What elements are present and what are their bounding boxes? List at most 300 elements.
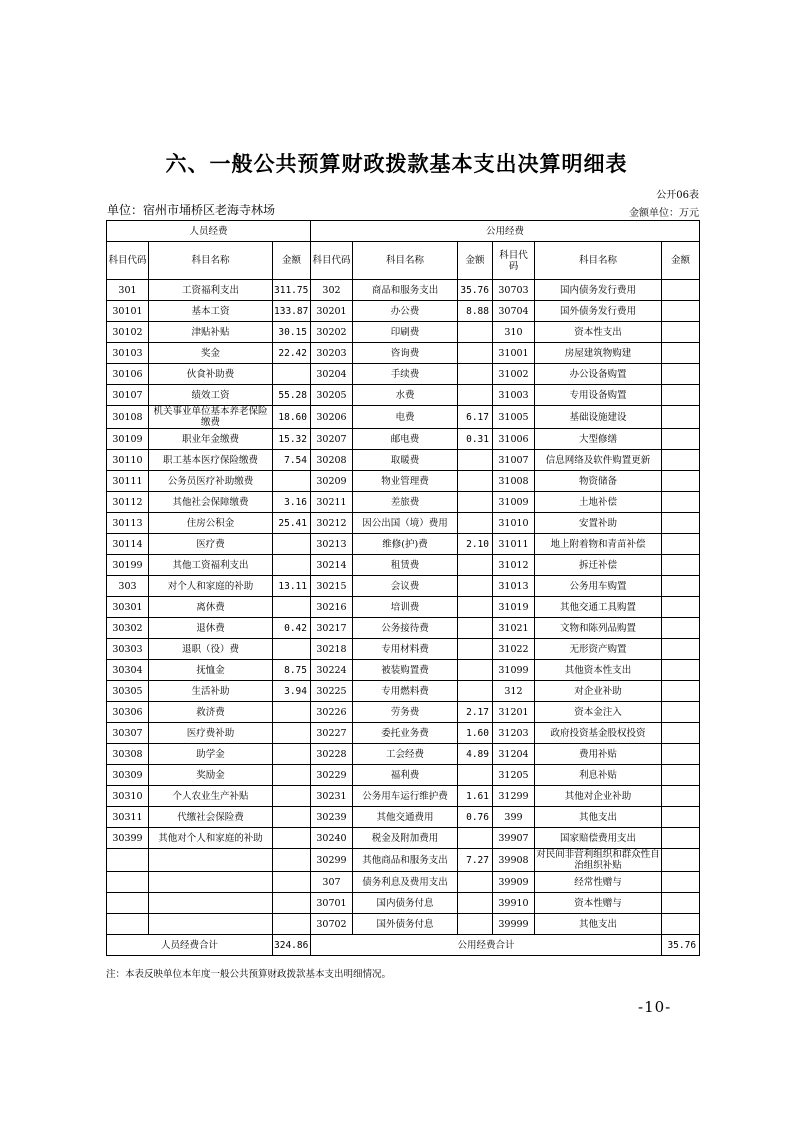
cell-name: 其他支出	[535, 807, 662, 828]
table-row	[107, 513, 700, 534]
cell-amount	[273, 786, 311, 807]
col-header-code: 科目代码	[493, 242, 535, 280]
cell-name: 国内债务付息	[353, 893, 458, 914]
cell-name: 对民间非营利组织和群众性自治组织补贴	[536, 849, 660, 871]
cell-code: 39908	[493, 849, 535, 872]
cell-amount	[458, 765, 493, 786]
cell-code: 30107	[107, 385, 149, 406]
cell-code: 30109	[107, 429, 149, 450]
table-row	[107, 660, 700, 681]
cell-amount: 8.75	[273, 660, 311, 681]
cell-code: 30204	[311, 364, 353, 385]
cell-name: 住房公积金	[149, 513, 273, 534]
table-row	[107, 914, 700, 935]
cell-code: 30215	[311, 576, 353, 597]
cell-code: 30239	[311, 807, 353, 828]
cell-name: 离休费	[149, 597, 273, 618]
table-row	[107, 765, 700, 786]
cell-code: 312	[493, 681, 535, 702]
cell-name: 专用燃料费	[353, 681, 458, 702]
cell-code: 30101	[107, 301, 149, 322]
cell-code: 30226	[311, 702, 353, 723]
cell-name: 取暖费	[353, 450, 458, 471]
cell-amount	[662, 660, 700, 681]
cell-name	[149, 849, 273, 872]
cell-amount	[458, 660, 493, 681]
cell-code: 30303	[107, 639, 149, 660]
cell-name: 对企业补助	[535, 681, 662, 702]
cell-code: 30201	[311, 301, 353, 322]
table-row	[107, 450, 700, 471]
page-number: -10-	[638, 998, 672, 1016]
cell-name: 国家赔偿费用支出	[535, 828, 662, 849]
cell-name: 税金及附加费用	[353, 828, 458, 849]
cell-code: 31002	[493, 364, 535, 385]
cell-name: 文物和陈列品购置	[535, 618, 662, 639]
cell-name: 职业年金缴费	[149, 429, 273, 450]
table-row	[107, 828, 700, 849]
form-number: 公开06表	[656, 190, 699, 201]
cell-code: 307	[311, 872, 353, 893]
cell-amount	[662, 702, 700, 723]
table-row	[107, 849, 700, 872]
table-row	[107, 744, 700, 765]
table-row	[107, 639, 700, 660]
table-row	[107, 322, 700, 343]
cell-amount	[273, 914, 311, 935]
cell-amount	[273, 849, 311, 872]
cell-name: 救济费	[149, 702, 273, 723]
cell-amount	[458, 450, 493, 471]
group-header-personnel: 人员经费	[107, 221, 311, 242]
cell-amount	[662, 893, 700, 914]
cell-amount	[273, 828, 311, 849]
cell-code: 31299	[493, 786, 535, 807]
cell-name: 手续费	[353, 364, 458, 385]
cell-code: 39910	[493, 893, 535, 914]
cell-code: 30309	[107, 765, 149, 786]
cell-amount	[662, 555, 700, 576]
cell-code: 30217	[311, 618, 353, 639]
cell-code: 30202	[311, 322, 353, 343]
cell-name: 国外债务付息	[353, 914, 458, 935]
cell-amount	[662, 786, 700, 807]
cell-name: 基本工资	[149, 301, 273, 322]
cell-amount	[662, 301, 700, 322]
cell-name: 会议费	[353, 576, 458, 597]
cell-amount	[458, 914, 493, 935]
cell-code: 30240	[311, 828, 353, 849]
cell-amount	[458, 828, 493, 849]
cell-amount	[458, 471, 493, 492]
cell-code: 30301	[107, 597, 149, 618]
cell-code: 31007	[493, 450, 535, 471]
cell-amount	[662, 364, 700, 385]
col-header-amount: 金额	[458, 242, 493, 280]
cell-amount	[662, 385, 700, 406]
unit-label: 单位：宿州市埇桥区老海寺林场	[107, 203, 276, 217]
cell-amount	[662, 765, 700, 786]
cell-amount	[662, 513, 700, 534]
cell-name: 资本性赠与	[535, 893, 662, 914]
cell-name: 公务接待费	[353, 618, 458, 639]
cell-name: 代缴社会保险费	[149, 807, 273, 828]
cell-amount: 15.32	[273, 429, 311, 450]
cell-name: 其他资本性支出	[535, 660, 662, 681]
cell-name: 培训费	[353, 597, 458, 618]
cell-amount	[662, 914, 700, 935]
cell-amount	[273, 807, 311, 828]
cell-code: 30208	[311, 450, 353, 471]
cell-amount: 13.11	[273, 576, 311, 597]
cell-name: 其他对个人和家庭的补助	[149, 828, 273, 849]
cell-name: 津贴补贴	[149, 322, 273, 343]
cell-code: 31013	[493, 576, 535, 597]
col-header-amount: 金额	[662, 242, 700, 280]
cell-name	[149, 893, 273, 914]
cell-code: 30199	[107, 555, 149, 576]
cell-name: 租赁费	[353, 555, 458, 576]
cell-name: 奖金	[149, 343, 273, 364]
cell-name: 机关事业单位基本养老保险缴费	[149, 406, 273, 429]
table-row	[107, 492, 700, 513]
cell-name: 其他支出	[535, 914, 662, 935]
cell-amount	[662, 280, 700, 301]
cell-code: 31022	[493, 639, 535, 660]
cell-amount	[662, 681, 700, 702]
cell-amount	[458, 364, 493, 385]
cell-name: 其他交通费用	[353, 807, 458, 828]
cell-code: 30305	[107, 681, 149, 702]
cell-code: 30701	[311, 893, 353, 914]
cell-name: 国内债务发行费用	[535, 280, 662, 301]
cell-name: 助学金	[149, 744, 273, 765]
table-row	[107, 534, 700, 555]
col-header-amount: 金额	[273, 242, 311, 280]
table-row	[107, 702, 700, 723]
cell-code: 30224	[311, 660, 353, 681]
cell-name: 绩效工资	[149, 385, 273, 406]
cell-code: 30299	[311, 849, 353, 872]
cell-code: 31203	[493, 723, 535, 744]
cell-amount	[458, 618, 493, 639]
table-row	[107, 576, 700, 597]
cell-amount	[273, 765, 311, 786]
cell-name: 委托业务费	[353, 723, 458, 744]
col-header-code: 科目代码	[107, 242, 149, 280]
totals-row	[107, 935, 700, 956]
table-row	[107, 343, 700, 364]
group-header-public: 公用经费	[311, 221, 700, 242]
table-row	[107, 597, 700, 618]
table-row	[107, 723, 700, 744]
cell-amount	[458, 639, 493, 660]
cell-name: 公务用车购置	[535, 576, 662, 597]
cell-code: 31021	[493, 618, 535, 639]
cell-name: 房屋建筑物购建	[535, 343, 662, 364]
cell-amount	[273, 702, 311, 723]
cell-code: 301	[107, 280, 149, 301]
cell-amount	[458, 555, 493, 576]
cell-name: 资本性支出	[535, 322, 662, 343]
cell-name: 地上附着物和青苗补偿	[535, 534, 662, 555]
cell-code: 30702	[311, 914, 353, 935]
cell-amount: 22.42	[273, 343, 311, 364]
personnel-total-label: 人员经费合计	[107, 935, 273, 956]
column-header-row	[107, 242, 700, 280]
cell-code: 30703	[493, 280, 535, 301]
col-header-name: 科目名称	[353, 242, 458, 280]
cell-code: 30111	[107, 471, 149, 492]
table-row	[107, 786, 700, 807]
cell-amount: 25.41	[273, 513, 311, 534]
group-header-row	[107, 221, 700, 242]
cell-name: 公务用车运行维护费	[353, 786, 458, 807]
cell-code: 31201	[493, 702, 535, 723]
cell-name: 奖励金	[149, 765, 273, 786]
cell-amount	[273, 893, 311, 914]
cell-code: 30209	[311, 471, 353, 492]
cell-name	[149, 914, 273, 935]
table-row	[107, 618, 700, 639]
cell-name: 土地补偿	[535, 492, 662, 513]
cell-code: 31012	[493, 555, 535, 576]
cell-code: 302	[311, 280, 353, 301]
cell-name: 职工基本医疗保险缴费	[149, 450, 273, 471]
cell-code: 30213	[311, 534, 353, 555]
cell-amount	[458, 872, 493, 893]
cell-amount	[273, 872, 311, 893]
cell-name: 其他商品和服务支出	[353, 849, 458, 872]
cell-code: 30229	[311, 765, 353, 786]
cell-name: 办公设备购置	[535, 364, 662, 385]
cell-code: 30225	[311, 681, 353, 702]
cell-amount	[273, 534, 311, 555]
cell-name: 其他社会保障缴费	[149, 492, 273, 513]
cell-code: 39907	[493, 828, 535, 849]
cell-amount	[662, 450, 700, 471]
cell-code: 30206	[311, 406, 353, 429]
cell-name: 国外债务发行费用	[535, 301, 662, 322]
cell-name: 资本金注入	[535, 702, 662, 723]
cell-name: 专用材料费	[353, 639, 458, 660]
cell-amount	[662, 828, 700, 849]
table-row	[107, 872, 700, 893]
cell-code: 30110	[107, 450, 149, 471]
cell-amount: 1.60	[458, 723, 493, 744]
cell-amount	[273, 471, 311, 492]
table-row	[107, 301, 700, 322]
table-row	[107, 280, 700, 301]
cell-code: 30228	[311, 744, 353, 765]
table-row	[107, 364, 700, 385]
cell-code: 30307	[107, 723, 149, 744]
cell-amount: 8.88	[458, 301, 493, 322]
cell-amount	[662, 872, 700, 893]
cell-code: 31006	[493, 429, 535, 450]
cell-name: 水费	[353, 385, 458, 406]
public-total-value: 35.76	[662, 935, 700, 956]
cell-name: 无形资产购置	[535, 639, 662, 660]
cell-amount	[662, 597, 700, 618]
cell-name: 邮电费	[353, 429, 458, 450]
table-row	[107, 555, 700, 576]
table-row	[107, 681, 700, 702]
cell-code: 30113	[107, 513, 149, 534]
cell-amount: 3.16	[273, 492, 311, 513]
cell-amount	[662, 807, 700, 828]
cell-name: 信息网络及软件购置更新	[535, 450, 662, 471]
cell-amount	[273, 639, 311, 660]
cell-name: 办公费	[353, 301, 458, 322]
cell-code: 30308	[107, 744, 149, 765]
cell-name: 抚恤金	[149, 660, 273, 681]
cell-amount: 0.76	[458, 807, 493, 828]
cell-amount	[662, 618, 700, 639]
cell-code: 30102	[107, 322, 149, 343]
cell-name: 生活补助	[149, 681, 273, 702]
cell-code: 31001	[493, 343, 535, 364]
cell-code: 31003	[493, 385, 535, 406]
cell-name: 大型修缮	[535, 429, 662, 450]
cell-amount	[458, 893, 493, 914]
cell-name: 退职（役）费	[149, 639, 273, 660]
cell-name: 拆迁补偿	[535, 555, 662, 576]
cell-name: 咨询费	[353, 343, 458, 364]
cell-amount	[458, 576, 493, 597]
cell-amount	[458, 492, 493, 513]
cell-code: 31011	[493, 534, 535, 555]
cell-amount: 35.76	[458, 280, 493, 301]
col-header-code: 科目代码	[311, 242, 353, 280]
cell-amount: 3.94	[273, 681, 311, 702]
cell-code: 31099	[493, 660, 535, 681]
public-total-label: 公用经费合计	[311, 935, 662, 956]
cell-code: 30211	[311, 492, 353, 513]
cell-name: 差旅费	[353, 492, 458, 513]
cell-name: 商品和服务支出	[353, 280, 458, 301]
cell-amount	[273, 723, 311, 744]
cell-amount	[662, 322, 700, 343]
cell-amount	[458, 513, 493, 534]
cell-name: 印刷费	[353, 322, 458, 343]
cell-amount	[662, 343, 700, 364]
cell-code: 310	[493, 322, 535, 343]
cell-amount: 7.54	[273, 450, 311, 471]
cell-code: 30214	[311, 555, 353, 576]
cell-name: 物业管理费	[353, 471, 458, 492]
cell-amount	[662, 429, 700, 450]
cell-name: 经常性赠与	[535, 872, 662, 893]
cell-code: 30304	[107, 660, 149, 681]
cell-code: 30203	[311, 343, 353, 364]
cell-code: 30108	[107, 406, 149, 429]
cell-amount	[662, 534, 700, 555]
cell-code: 30106	[107, 364, 149, 385]
cell-code: 30302	[107, 618, 149, 639]
cell-amount	[273, 597, 311, 618]
cell-code: 30399	[107, 828, 149, 849]
cell-code	[107, 872, 149, 893]
cell-name: 因公出国（境）费用	[353, 513, 458, 534]
cell-name: 医疗费补助	[149, 723, 273, 744]
cell-amount	[662, 744, 700, 765]
cell-name: 利息补贴	[535, 765, 662, 786]
footnote: 注：本表反映单位本年度一般公共预算财政拨款基本支出明细情况。	[106, 969, 392, 980]
cell-name: 其他工资福利支出	[149, 555, 273, 576]
cell-name: 政府投资基金股权投资	[535, 723, 662, 744]
cell-code: 30306	[107, 702, 149, 723]
cell-code: 30216	[311, 597, 353, 618]
cell-name: 公务员医疗补助缴费	[149, 471, 273, 492]
cell-code: 39999	[493, 914, 535, 935]
cell-amount: 311.75	[273, 280, 311, 301]
cell-amount	[662, 849, 700, 872]
personnel-total-value: 324.86	[273, 935, 311, 956]
cell-name: 工会经费	[353, 744, 458, 765]
cell-name: 安置补助	[535, 513, 662, 534]
cell-code: 30231	[311, 786, 353, 807]
cell-code: 31019	[493, 597, 535, 618]
cell-amount: 0.42	[273, 618, 311, 639]
table-row	[107, 406, 700, 429]
cell-name: 基础设施建设	[535, 406, 662, 429]
cell-code: 39909	[493, 872, 535, 893]
cell-amount: 0.31	[458, 429, 493, 450]
cell-code: 30207	[311, 429, 353, 450]
cell-code: 303	[107, 576, 149, 597]
cell-name: 被装购置费	[353, 660, 458, 681]
table-row	[107, 471, 700, 492]
cell-name: 伙食补助费	[149, 364, 273, 385]
cell-name: 工资福利支出	[149, 280, 273, 301]
amount-unit-label: 金额单位：万元	[629, 208, 699, 219]
cell-name: 其他对企业补助	[535, 786, 662, 807]
cell-amount	[458, 597, 493, 618]
cell-amount	[458, 322, 493, 343]
cell-amount	[458, 385, 493, 406]
cell-code: 31009	[493, 492, 535, 513]
cell-code: 399	[493, 807, 535, 828]
cell-amount	[273, 555, 311, 576]
cell-name	[149, 872, 273, 893]
cell-name: 医疗费	[149, 534, 273, 555]
cell-code: 30310	[107, 786, 149, 807]
cell-amount	[662, 471, 700, 492]
cell-amount	[662, 639, 700, 660]
cell-code	[107, 914, 149, 935]
cell-amount: 4.89	[458, 744, 493, 765]
cell-amount: 2.10	[458, 534, 493, 555]
col-header-name: 科目名称	[149, 242, 273, 280]
cell-amount: 30.15	[273, 322, 311, 343]
cell-amount: 133.87	[273, 301, 311, 322]
cell-amount	[662, 406, 700, 429]
cell-code: 31205	[493, 765, 535, 786]
cell-name: 费用补贴	[535, 744, 662, 765]
table-row	[107, 429, 700, 450]
cell-code	[107, 849, 149, 872]
cell-code: 30114	[107, 534, 149, 555]
col-header-name: 科目名称	[535, 242, 662, 280]
cell-amount: 7.27	[458, 849, 493, 872]
cell-code: 31204	[493, 744, 535, 765]
table-row	[107, 893, 700, 914]
cell-code: 30103	[107, 343, 149, 364]
cell-amount: 1.61	[458, 786, 493, 807]
cell-code: 30112	[107, 492, 149, 513]
cell-code: 31010	[493, 513, 535, 534]
